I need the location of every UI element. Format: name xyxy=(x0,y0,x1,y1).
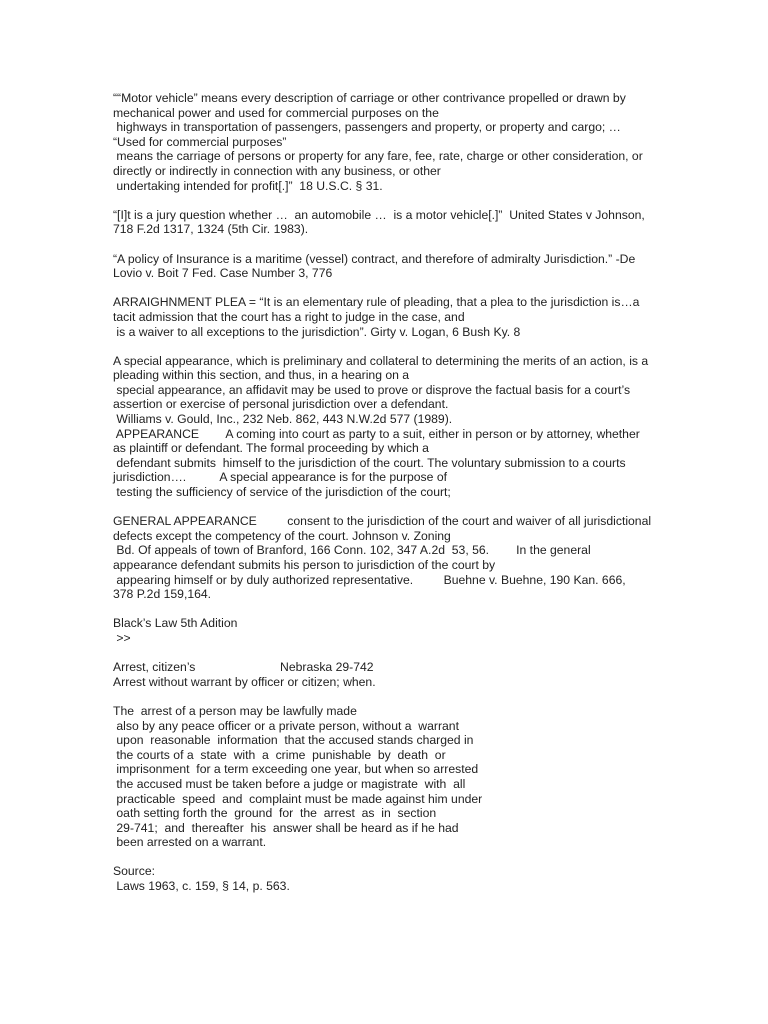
text-line: jurisdiction…. A special appearance is for the purpose of xyxy=(113,470,447,485)
paragraph-source xyxy=(113,864,673,893)
paragraph-arraignment-plea xyxy=(113,295,673,339)
text-line: highways in transportation of passengers, passengers and property, or property and cargo; … xyxy=(113,120,621,135)
text-line: testing the sufficiency of service of the jurisdiction of the court; xyxy=(113,485,451,500)
text-line: Black’s Law 5th Adition xyxy=(113,616,238,631)
text-line: directly or indirectly in connection with any business, or other xyxy=(113,163,441,178)
text-line: practicable speed and complaint must be made against him under xyxy=(113,791,483,806)
text-line: APPEARANCE A coming into court as party to a suit, either in person or by attorney, whether xyxy=(113,426,640,441)
text-line: the accused must be taken before a judge or magistrate with all xyxy=(113,776,466,791)
text-line: Source: xyxy=(113,864,156,879)
paragraph-special-appearance xyxy=(113,354,673,500)
text-line: GENERAL APPEARANCE consent to the jurisdiction of the court and waiver of all jurisdictional xyxy=(113,514,652,529)
text-line: Bd. Of appeals of town of Branford, 166 Conn. 102, 347 A.2d 53, 56. In the general xyxy=(113,543,591,558)
text-line: 29-741; and thereafter his answer shall be heard as if he had xyxy=(113,820,459,835)
text-line: A special appearance, which is preliminary and collateral to determining the merits of an action, is a xyxy=(113,353,649,368)
text-line: as plaintiff or defendant. The formal proceeding by which a xyxy=(113,441,429,456)
text-line: been arrested on a warrant. xyxy=(113,835,267,850)
text-line: “Used for commercial purposes” xyxy=(113,134,287,149)
paragraph-insurance-policy xyxy=(113,252,673,281)
text-line: Lovio v. Boit 7 Fed. Case Number 3, 776 xyxy=(113,266,333,281)
paragraph-arrest-text xyxy=(113,704,673,850)
text-line: mechanical power and used for commercial purposes on the xyxy=(113,105,439,120)
text-line: appearance defendant submits his person to jurisdiction of the court by xyxy=(113,558,496,572)
paragraph-arrest-heading xyxy=(113,660,673,689)
text-line: defendant submits himself to the jurisdiction of the court. The voluntary submission to a courts xyxy=(113,455,626,470)
text-line: 718 F.2d 1317, 1324 (5th Cir. 1983). xyxy=(113,222,309,237)
text-line: The arrest of a person may be lawfully made xyxy=(113,703,357,718)
text-line: 378 P.2d 159,164. xyxy=(113,587,212,602)
text-line: oath setting forth the ground for the arrest as in section xyxy=(113,806,437,821)
paragraph-blacks-law xyxy=(113,616,673,645)
text-line: appearing himself or by duly authorized representative. Buehne v. Buehne, 190 Kan. 666, xyxy=(113,572,626,587)
text-line: special appearance, an affidavit may be used to prove or disprove the factual basis for a court’s xyxy=(113,382,631,397)
paragraph-jury-question xyxy=(113,208,673,237)
text-line: defects except the competency of the court. Johnson v. Zoning xyxy=(113,528,451,543)
text-line: >> xyxy=(113,630,131,645)
text-line: undertaking intended for profit[.]” 18 U.S.C. § 31. xyxy=(113,178,383,193)
text-line: tacit admission that the court has a right to judge in the case, and xyxy=(113,309,465,324)
text-line: Arrest, citizen’s Nebraska 29-742 xyxy=(113,660,374,675)
paragraph-general-appearance xyxy=(113,514,673,602)
text-line: Laws 1963, c. 159, § 14, p. 563. xyxy=(113,879,290,894)
text-line: also by any peace officer or a private person, without a warrant xyxy=(113,718,459,733)
text-line: upon reasonable information that the accused stands charged in xyxy=(113,733,474,748)
text-line: ““Motor vehicle” means every description of carriage or other contrivance propelled or drawn by xyxy=(113,91,626,105)
text-line: Williams v. Gould, Inc., 232 Neb. 862, 443 N.W.2d 577 (1989). xyxy=(113,412,453,427)
text-line: is a waiver to all exceptions to the jurisdiction”. Girty v. Logan, 6 Bush Ky. 8 xyxy=(113,324,521,339)
text-line: “[I]t is a jury question whether … an automobile … is a motor vehicle[.]” United States v Johnson, xyxy=(113,207,645,222)
paragraph-motor-vehicle-definition xyxy=(113,91,673,193)
text-line: ARRAIGHNMENT PLEA = “It is an elementary rule of pleading, that a plea to the jurisdiction is…a xyxy=(113,295,640,310)
text-line: the courts of a state with a crime punishable by death or xyxy=(113,747,446,762)
text-line: “A policy of Insurance is a maritime (vessel) contract, and therefore of admiralty Jurisdiction.” -De xyxy=(113,251,636,266)
text-line: assertion or exercise of personal jurisdiction over a defendant. xyxy=(113,397,449,412)
text-line: Arrest without warrant by officer or citizen; when. xyxy=(113,674,376,689)
text-line: pleading within this section, and thus, in a hearing on a xyxy=(113,368,410,383)
text-line: imprisonment for a term exceeding one year, but when so arrested xyxy=(113,762,479,777)
text-line: means the carriage of persons or property for any fare, fee, rate, charge or other consideration, or xyxy=(113,149,643,164)
document-page xyxy=(113,91,673,908)
